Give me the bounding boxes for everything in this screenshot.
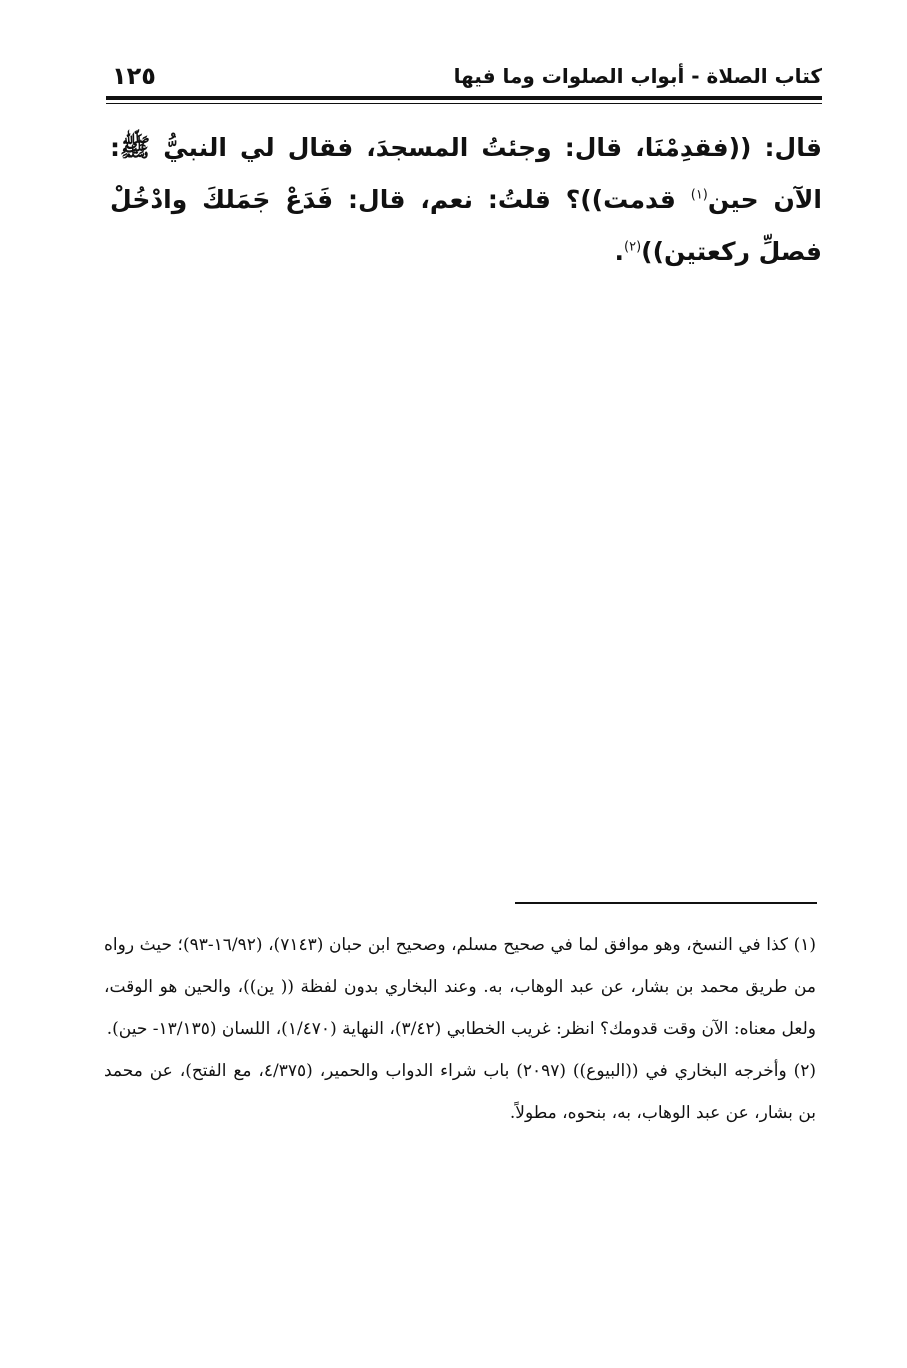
main-text-end: . — [614, 237, 625, 266]
main-text-part1: قال: ((فقدِمْنَا، قال: وجئتُ المسجدَ، فقال لي النبيُّ ﷺ: الآن حين — [110, 133, 822, 214]
page-number: ١٢٥ — [112, 62, 156, 90]
footnote-text: وأخرجه البخاري في ((البيوع)) (٢٠٩٧) باب شراء الدواب والحمير، (٤/٣٧٥، مع الفتح)، عن محمد بن بشار، عن عبد الوهاب، به، بنحوه، مطولاً. — [104, 1061, 816, 1123]
running-head: كتاب الصلاة - أبواب الصلوات وما فيها — [453, 64, 822, 88]
main-text — [110, 122, 822, 278]
footnote-text: كذا في النسخ، وهو موافق لما في صحيح مسلم، وصحيح ابن حبان (٧١٤٣)، (١٦/٩٢-٩٣)؛ حيث رواه من طريق محمد بن بشار، عن عبد الوهاب، به. وعند البخاري بدون لفظة (( ين))، والحين هو الوقت، ولعل معناه: الآن وقت قدومك؟ انظر: غريب الخطابي (٣/٤٢)، النهاية (١/٤٧٠)، اللسان (١٣/١٣٥- حين). — [104, 935, 816, 1039]
footnote-number: (١) — [793, 935, 817, 955]
footnote-separator — [515, 902, 817, 904]
footnote-number: (٢) — [793, 1061, 817, 1081]
footnote-ref-1[interactable]: (١) — [690, 187, 708, 203]
header-rule-thin — [106, 103, 822, 104]
page-header — [108, 62, 822, 94]
main-text-part2: قدمت))؟ قلتُ: نعم، قال: فَدَعْ جَمَلكَ وادْخُلْ فصلِّ ركعتين)) — [110, 185, 822, 266]
footnotes — [104, 924, 816, 1134]
header-rule-thick — [106, 96, 822, 100]
footnote-2 — [104, 1050, 816, 1134]
footnote-ref-2[interactable]: (٢) — [624, 239, 642, 255]
footnote-1 — [104, 924, 816, 1050]
main-paragraph — [110, 122, 822, 278]
